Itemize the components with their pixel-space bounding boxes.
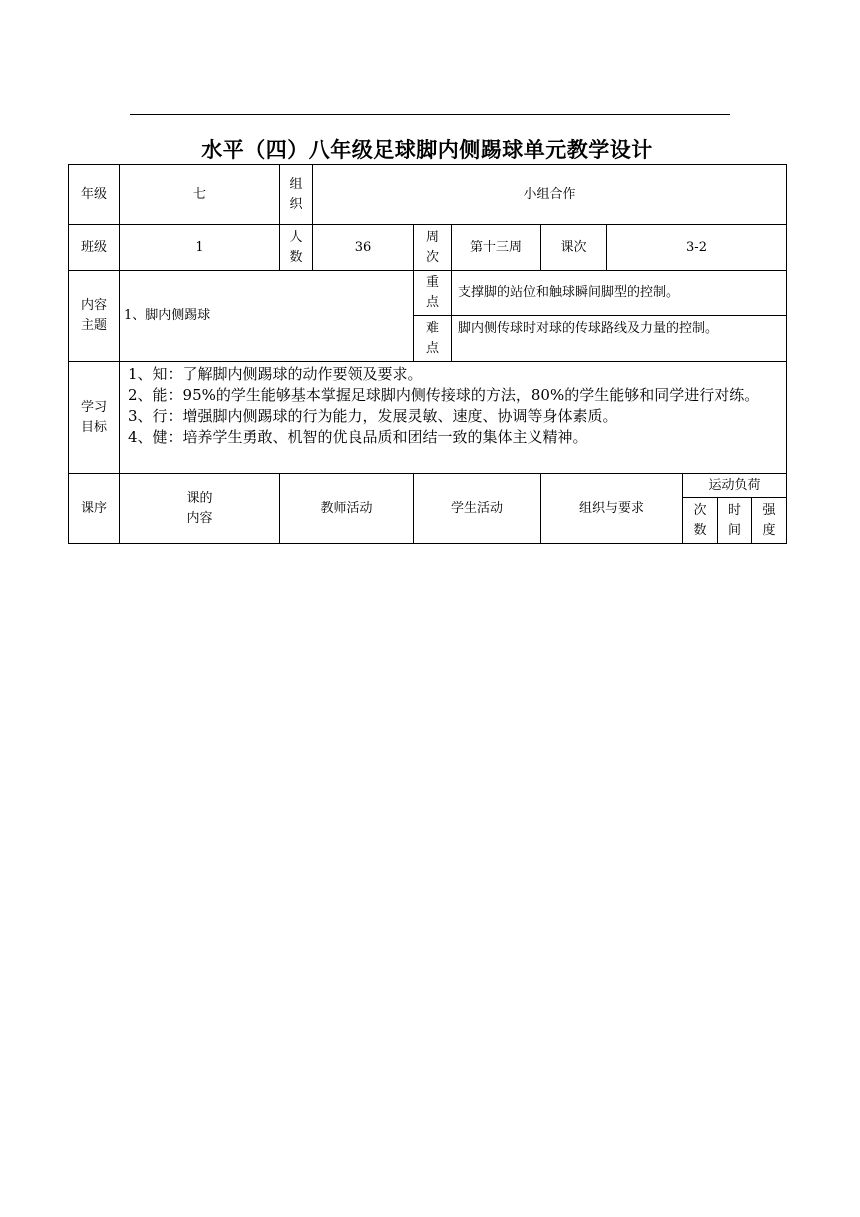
people-value: 36: [313, 225, 414, 271]
goal-item: 3、行：增强脚内侧踢球的行为能力，发展灵敏、速度、协调等身体素质。: [128, 407, 618, 425]
table-row: [69, 271, 787, 316]
sequence-header: 课序: [69, 474, 120, 544]
topic-value: 1、脚内侧踢球: [120, 271, 414, 362]
lesson-number-value: 3-2: [607, 225, 787, 271]
lesson-number-label: 课次: [541, 225, 607, 271]
table-row: [69, 225, 787, 271]
org-value: 小组合作: [313, 165, 787, 225]
document-title: 水平（四）八年级足球脚内侧踢球单元教学设计: [201, 138, 653, 162]
exercise-load-header: 运动负荷: [683, 474, 787, 498]
difficulty-value: 脚内侧传球时对球的传球路线及力量的控制。: [452, 316, 787, 362]
grade-label: 年级: [69, 165, 120, 225]
goal-item: 2、能：95%的学生能够基本掌握足球脚内侧传接球的方法，80%的学生能够和同学进行对练。: [128, 386, 760, 404]
table-row: [69, 165, 787, 225]
intensity-header: 强 度: [752, 498, 787, 544]
difficulty-label: 难 点: [414, 316, 452, 362]
key-point-value: 支撑脚的站位和触球瞬间脚型的控制。: [452, 271, 787, 316]
table-row: [69, 362, 787, 474]
people-label: 人 数: [280, 225, 313, 271]
organization-header: 组织与要求: [541, 474, 683, 544]
content-header: 课的 内容: [120, 474, 280, 544]
teacher-activity-header: 教师活动: [280, 474, 414, 544]
goal-item: 4、健：培养学生勇敢、机智的优良品质和团结一致的集体主义精神。: [128, 428, 588, 446]
grade-value: 七: [120, 165, 280, 225]
week-label: 周 次: [414, 225, 452, 271]
header-rule: [130, 114, 730, 115]
lesson-plan-table: [68, 164, 787, 544]
times-header: 次 数: [683, 498, 718, 544]
class-value: 1: [120, 225, 280, 271]
org-label: 组 织: [280, 165, 313, 225]
topic-label: 内容 主题: [69, 271, 120, 362]
class-label: 班级: [69, 225, 120, 271]
week-value: 第十三周: [452, 225, 541, 271]
goals-cell: [120, 362, 787, 474]
goal-item: 1、知：了解脚内侧踢球的动作要领及要求。: [128, 365, 423, 383]
goals-label: 学习 目标: [69, 362, 120, 474]
student-activity-header: 学生活动: [414, 474, 541, 544]
duration-header: 时 间: [718, 498, 752, 544]
table-row: [69, 474, 787, 498]
key-point-label: 重 点: [414, 271, 452, 316]
